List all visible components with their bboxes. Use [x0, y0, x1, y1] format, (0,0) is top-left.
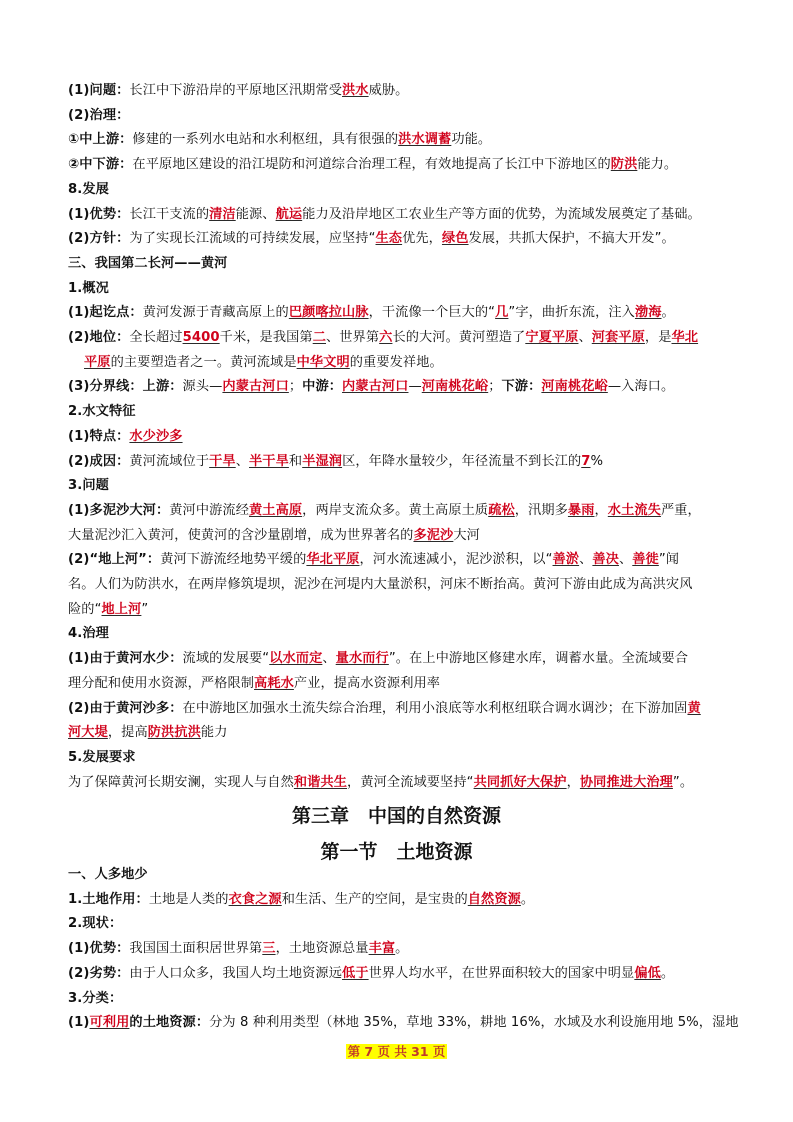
- bold-label: 三、我国第二长河——黄河: [68, 255, 228, 271]
- key-term: 内蒙古河口: [342, 379, 409, 395]
- text-segment: ，: [566, 774, 580, 790]
- text-segment: ”: [141, 601, 149, 617]
- bold-label: (1)由于黄河水少：: [68, 651, 183, 667]
- text-line: [68, 527, 748, 545]
- bold-label: 中游：: [302, 379, 343, 395]
- text-segment: ，两岸支流众多。黄土高原土质: [302, 502, 489, 518]
- text-segment: ；: [288, 379, 303, 395]
- bold-label: 下游：: [501, 379, 542, 395]
- text-segment: 流域的发展要“: [182, 651, 270, 667]
- text-segment: 千米，是我国第: [219, 330, 313, 345]
- key-term: 河南桃花峪: [421, 379, 489, 395]
- bold-label: (1)优势：: [68, 941, 130, 957]
- key-term: 黄土高原: [249, 502, 303, 518]
- key-term: 河南桃花峪: [541, 379, 608, 395]
- text-line: [68, 378, 748, 396]
- bold-label: 5.发展要求: [68, 749, 136, 765]
- key-term: 洪水: [342, 83, 369, 98]
- bold-label: 1.概况: [68, 280, 109, 296]
- key-term: 华北平原: [306, 552, 360, 568]
- text-segment: 长的大河。黄河塑造了: [392, 330, 526, 345]
- key-term: 二: [312, 330, 326, 345]
- key-term: 宁夏平原: [525, 330, 579, 345]
- bold-label: 4.治理: [68, 626, 109, 642]
- bold-label: 的土地资源：: [129, 1015, 210, 1031]
- text-line: [68, 206, 748, 224]
- key-term: 善淤: [552, 552, 580, 568]
- text-line: [68, 940, 748, 958]
- key-term: 多泥沙: [413, 527, 454, 543]
- text-segment: 为了实现长江流域的可持续发展，应坚持“: [129, 231, 376, 247]
- text-line: [68, 749, 748, 767]
- text-segment: 严重，: [660, 502, 701, 518]
- chapter-title: 第三章 中国的自然资源: [291, 805, 501, 827]
- text-line: [68, 131, 748, 149]
- text-segment: 发展，共抓大保护，不搞大开发”。: [468, 231, 675, 247]
- text-segment: 、: [322, 651, 336, 667]
- bold-label: 2.水文特征: [68, 404, 136, 420]
- text-segment: ”闻: [658, 552, 680, 568]
- text-segment: 。: [520, 891, 535, 907]
- bold-label: (1)起讫点：: [68, 305, 143, 321]
- key-term: 高耗水: [254, 675, 294, 691]
- key-term: 5400: [182, 330, 220, 345]
- key-term: 以水而定: [269, 651, 323, 667]
- text-segment: 在中游地区加强水土流失综合治理，利用小浪底等水利枢纽联合调水调沙；在下游加固: [182, 700, 688, 716]
- key-term: 巴颜喀拉山脉: [288, 305, 369, 321]
- key-term: 低于: [342, 965, 369, 981]
- text-segment: 的重要发祥地。: [349, 354, 443, 370]
- key-term: 半干旱: [249, 453, 289, 469]
- bold-label: (1)多泥沙大河：: [68, 502, 170, 518]
- text-segment: ，干流像一个巨大的“: [368, 305, 496, 321]
- text-segment: 、: [235, 453, 250, 469]
- key-term: 华北: [671, 330, 699, 345]
- text-line: [68, 576, 748, 594]
- text-line: [68, 156, 748, 174]
- text-line: [68, 601, 748, 619]
- key-term: 生态: [375, 231, 403, 247]
- text-segment: 。: [395, 941, 409, 957]
- text-segment: ，土地资源总量: [275, 941, 369, 957]
- text-line: [68, 625, 748, 643]
- text-line: [68, 891, 748, 909]
- text-segment: 长江中下游沿岸的平原地区汛期常受: [129, 83, 343, 98]
- text-segment: 产业，提高水资源利用率: [293, 675, 441, 691]
- text-segment: —入海口。: [607, 379, 675, 395]
- key-term: 地上河: [101, 601, 142, 617]
- text-line: [68, 650, 748, 668]
- text-segment: 的主要塑造者之一。黄河流域是: [110, 354, 297, 370]
- text-segment: 源头—: [182, 379, 223, 395]
- key-term: 防洪: [610, 157, 638, 173]
- key-term: 可利用: [89, 1015, 130, 1031]
- key-term: 共同抓好大保护: [473, 774, 567, 790]
- text-line: [68, 403, 748, 421]
- key-term: 水土流失: [607, 502, 661, 518]
- bold-label: (2)由于黄河沙多：: [68, 700, 183, 716]
- key-term: 疏松: [488, 502, 515, 518]
- key-term: 半湿润: [302, 453, 343, 469]
- bold-label: (1)优势：: [68, 206, 130, 222]
- text-segment: 。: [660, 965, 675, 981]
- key-term: 绿色: [441, 231, 469, 247]
- text-segment: 威胁。: [368, 83, 409, 98]
- text-segment: ”。在上中游地区修建水库，调蓄水量。全流域要合: [388, 651, 689, 667]
- text-segment: 、世界第: [325, 330, 380, 345]
- text-line: [68, 774, 748, 792]
- bold-label: (2)治理：: [68, 107, 130, 123]
- text-segment: 优先，: [402, 231, 442, 247]
- text-segment: ，是: [644, 330, 672, 345]
- bold-label: (1)问题：: [68, 83, 130, 98]
- text-segment: %: [590, 453, 604, 469]
- key-term: 洪水调蓄: [398, 132, 452, 148]
- text-line: [68, 82, 748, 100]
- text-segment: ，黄河全流域要坚持“: [347, 774, 474, 790]
- text-line: [68, 915, 748, 933]
- text-segment: ”字，曲折东流，注入: [508, 305, 635, 321]
- text-segment: 名。人们为防洪水，在两岸修筑堤坝，泥沙在河堤内大量淤积，河床不断抬高。黄河下游由此成为高洪灾风: [68, 577, 693, 592]
- text-line: [84, 354, 764, 372]
- text-segment: 险的“: [68, 601, 102, 617]
- text-segment: 在平原地区建设的沿江堤防和河道综合治理工程，有效地提高了长江中下游地区的: [132, 157, 611, 173]
- bold-label: (2)成因：: [68, 453, 130, 469]
- text-line: [68, 280, 748, 298]
- bold-label: (2)地位：: [68, 330, 130, 345]
- key-term: 中华文明: [296, 354, 350, 370]
- text-segment: 由于人口众多，我国人均土地资源远: [129, 965, 343, 981]
- text-line: [68, 724, 748, 742]
- text-line: [68, 428, 748, 446]
- bold-label: (2)方针：: [68, 231, 130, 247]
- text-line: [68, 181, 748, 199]
- text-segment: 能力。: [637, 157, 678, 173]
- key-term: 和谐共生: [293, 774, 348, 790]
- text-segment: 世界人均水平，在世界面积较大的国家中明显: [368, 965, 635, 981]
- text-segment: ；: [488, 379, 502, 395]
- text-line: [68, 304, 748, 322]
- text-line: [68, 700, 748, 718]
- bold-label: ①中上游：: [68, 132, 133, 148]
- text-segment: 分为 8 种利用类型（林地 35%，草地 33%，耕地 16%，水域及水利设施用地 5%，湿地: [209, 1015, 739, 1031]
- key-term: 三: [262, 941, 276, 957]
- text-segment: 区，年降水量较少，年径流量不到长江的: [342, 453, 582, 469]
- page-number: 第 7 页 共 31 页: [347, 1044, 446, 1059]
- bold-label: 3.分类：: [68, 990, 123, 1006]
- key-term: 几: [495, 305, 509, 321]
- key-term: 黄: [687, 700, 701, 716]
- text-segment: 黄河下游流经地势平缓的: [160, 552, 307, 568]
- key-term: 内蒙古河口: [222, 379, 289, 395]
- key-term: 平原: [84, 354, 111, 370]
- text-segment: ，提高: [107, 725, 148, 741]
- text-segment: 修建的一系列水电站和水利枢纽，具有很强的: [132, 132, 399, 148]
- text-segment: 、: [618, 552, 633, 568]
- key-term: 干旱: [209, 453, 236, 469]
- bold-label: (1)特点：: [68, 428, 130, 444]
- bold-label: 3.问题: [68, 478, 109, 494]
- text-segment: 、: [579, 552, 593, 568]
- bold-label: 一、人多地少: [68, 867, 148, 882]
- text-line: [68, 477, 748, 495]
- text-segment: 能力: [200, 725, 228, 741]
- text-line: [68, 551, 748, 569]
- text-line: [68, 502, 748, 520]
- key-term: 河大堤: [68, 725, 108, 741]
- text-segment: 黄河流域位于: [129, 453, 210, 469]
- text-line: [68, 453, 748, 471]
- text-segment: 能源、: [235, 206, 276, 222]
- text-segment: 、: [578, 330, 592, 345]
- bold-label: 2.现状：: [68, 916, 123, 932]
- bold-label: (3)分界线：上游：: [68, 379, 183, 395]
- key-term: 7: [581, 453, 591, 469]
- text-line: [68, 255, 748, 273]
- key-term: 暴雨: [567, 502, 595, 518]
- bold-label: 8.发展: [68, 181, 109, 197]
- key-term: 自然资源: [467, 891, 521, 907]
- text-segment: 理分配和使用水资源，严格限制: [68, 675, 255, 691]
- text-line: [68, 965, 748, 983]
- text-segment: 和生活、生产的空间，是宝贵的: [281, 891, 468, 907]
- text-segment: 功能。: [451, 132, 492, 148]
- text-line: [68, 329, 748, 347]
- text-line: [68, 675, 748, 693]
- text-segment: 土地是人类的: [148, 891, 229, 907]
- text-line: [68, 990, 748, 1008]
- text-segment: 和: [288, 453, 303, 469]
- key-term: 水少沙多: [129, 428, 183, 444]
- text-segment: 长江干支流的: [129, 206, 210, 222]
- bold-label: ②中下游：: [68, 157, 133, 173]
- text-segment: 大量泥沙汇入黄河，使黄河的含沙量剧增，成为世界著名的: [68, 527, 414, 543]
- text-segment: 能力及沿岸地区工农业生产等方面的优势，为流域发展奠定了基础。: [302, 206, 701, 222]
- text-segment: 大河: [453, 527, 480, 543]
- key-term: 防洪抗洪: [147, 725, 201, 741]
- text-segment: 全长超过: [129, 330, 183, 345]
- text-segment: 黄河发源于青藏高原上的: [142, 305, 289, 321]
- key-term: 量水而行: [335, 651, 389, 667]
- key-term: 协同推进大治理: [579, 774, 673, 790]
- text-line: [68, 230, 748, 248]
- key-term: 偏低: [634, 965, 661, 981]
- text-segment: ”。: [672, 774, 694, 790]
- key-term: 清洁: [209, 206, 236, 222]
- bold-label: (1): [68, 1015, 90, 1031]
- bold-label: (2)劣势：: [68, 965, 130, 981]
- key-term: 六: [379, 330, 393, 345]
- page-footer: [0, 1044, 793, 1060]
- key-term: 丰富: [368, 941, 396, 957]
- key-term: 衣食之源: [228, 891, 282, 907]
- text-segment: ，河水流速减小，泥沙淤积，以“: [359, 552, 553, 568]
- text-segment: 为了保障黄河长期安澜，实现人与自然: [68, 774, 294, 790]
- key-term: 善决: [592, 552, 619, 568]
- text-segment: ，汛期多: [514, 502, 568, 518]
- text-segment: ，: [594, 502, 608, 518]
- key-term: 河套平原: [591, 330, 645, 345]
- text-line: [68, 107, 748, 125]
- text-line: [68, 1014, 748, 1032]
- text-segment: —: [408, 379, 422, 395]
- key-term: 善徙: [632, 552, 659, 568]
- section-title: 第一节 土地资源: [320, 841, 473, 863]
- key-term: 航运: [275, 206, 303, 222]
- key-term: 渤海: [634, 305, 662, 321]
- bold-label: 1.土地作用：: [68, 891, 149, 907]
- text-line: [68, 866, 748, 884]
- bold-label: (2)“地上河”：: [68, 552, 161, 568]
- text-segment: 我国国土面积居世界第: [129, 941, 263, 957]
- text-segment: 黄河中游流经: [169, 502, 249, 518]
- text-segment: 。: [661, 305, 675, 321]
